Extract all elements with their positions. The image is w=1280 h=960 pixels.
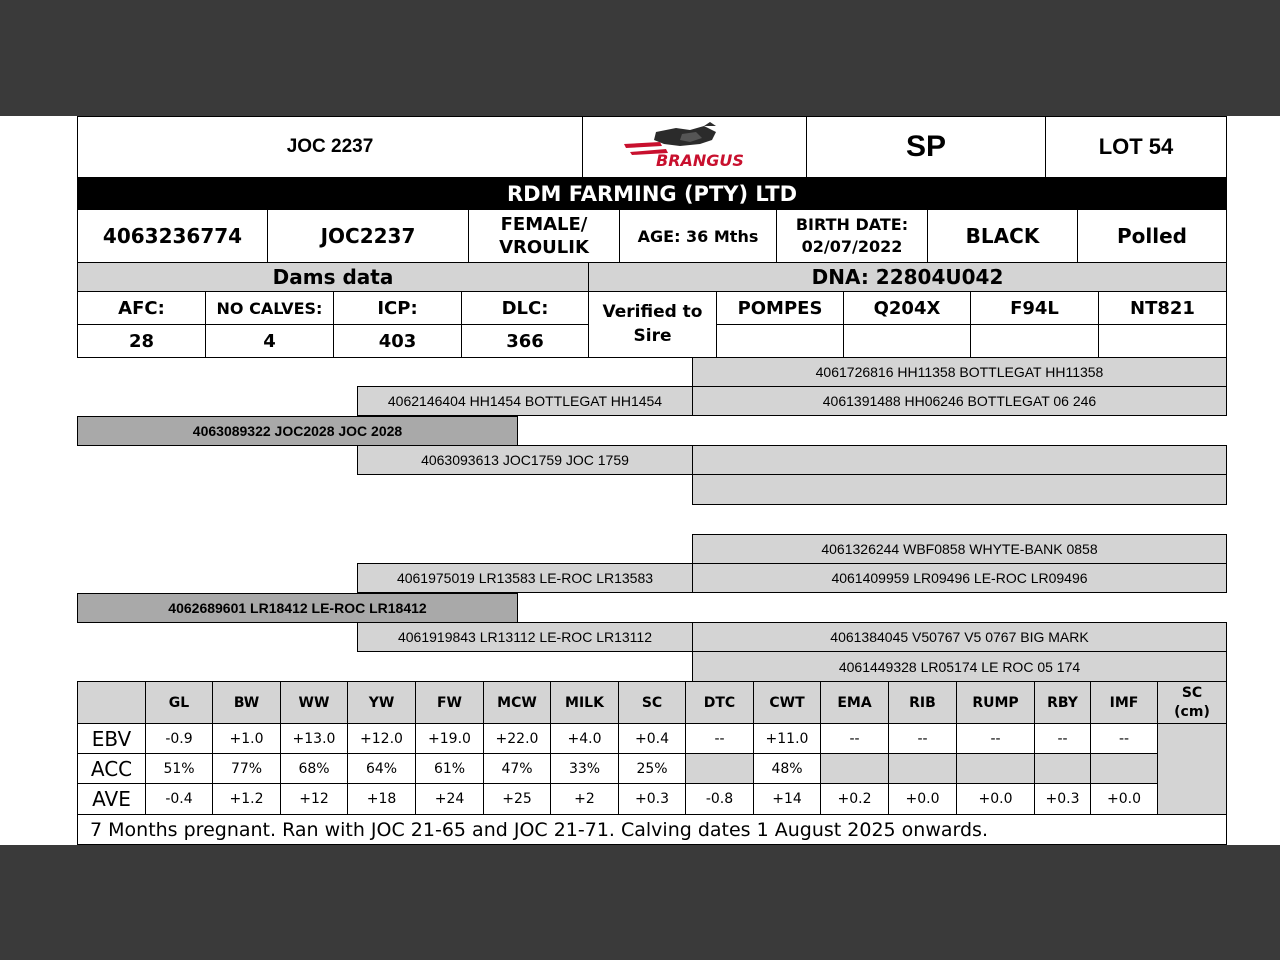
trait-value-ebv-yw: +12.0 bbox=[347, 723, 416, 754]
trait-value-ebv-rump: -- bbox=[956, 723, 1035, 754]
trait-header-ema: EMA bbox=[820, 681, 889, 724]
trait-value-ebv-rib: -- bbox=[888, 723, 957, 754]
pedigree-ddd: 4061449328 LR05174 LE ROC 05 174 bbox=[692, 651, 1227, 682]
trait-value-acc-dtc bbox=[685, 753, 754, 784]
trait-value-ebv-gl: -0.9 bbox=[145, 723, 213, 754]
trait-value-acc-bw: 77% bbox=[212, 753, 281, 784]
trait-value-ave-gl: -0.4 bbox=[145, 783, 213, 815]
marker-f94l-value bbox=[970, 324, 1099, 358]
trait-value-acc-rump bbox=[956, 753, 1035, 784]
pedigree-sds bbox=[692, 445, 1227, 475]
brand-text: BRANGUS bbox=[655, 151, 744, 170]
pedigree-dd: 4061919843 LR13112 LE-ROC LR13112 bbox=[357, 622, 693, 652]
marker-nt821-value bbox=[1098, 324, 1227, 358]
dams-title: Dams data bbox=[77, 262, 589, 292]
pedigree-dds: 4061384045 V50767 V5 0767 BIG MARK bbox=[692, 622, 1227, 652]
sex-cell bbox=[468, 209, 620, 263]
sc-cm-line2: (cm) bbox=[1174, 703, 1210, 720]
trait-value-ave-rib: +0.0 bbox=[888, 783, 957, 815]
pedigree-ss: 4062146404 HH1454 BOTTLEGAT HH1454 bbox=[357, 386, 693, 416]
sex-af: VROULIK bbox=[499, 237, 589, 258]
afc-value: 28 bbox=[77, 324, 206, 358]
trait-value-acc-cwt: 48% bbox=[753, 753, 821, 784]
marker-f94l: F94L bbox=[970, 291, 1099, 325]
verified-line2: Sire bbox=[633, 325, 672, 346]
dlc-value: 366 bbox=[461, 324, 589, 358]
trait-value-ave-ww: +12 bbox=[280, 783, 348, 815]
horn-status: Polled bbox=[1077, 209, 1227, 263]
sex-en: FEMALE/ bbox=[500, 213, 588, 235]
trait-value-acc-gl: 51% bbox=[145, 753, 213, 784]
comment-line: 7 Months pregnant. Ran with JOC 21-65 and JOC 21-71. Calving dates 1 August 2025 onwards. bbox=[77, 814, 1227, 845]
trait-row-label-acc: ACC bbox=[77, 753, 146, 784]
trait-header-yw: YW bbox=[347, 681, 416, 724]
trait-value-ebv-mcw: +22.0 bbox=[483, 723, 551, 754]
age-cell: AGE: 36 Mths bbox=[619, 209, 777, 263]
birth-label: BIRTH DATE: bbox=[795, 214, 909, 234]
trait-header-gl: GL bbox=[145, 681, 213, 724]
verified-cell bbox=[588, 291, 717, 358]
trait-value-acc-ww: 68% bbox=[280, 753, 348, 784]
icp-value: 403 bbox=[333, 324, 462, 358]
trait-value-ebv-fw: +19.0 bbox=[415, 723, 484, 754]
trait-value-ebv-bw: +1.0 bbox=[212, 723, 281, 754]
trait-value-ave-mcw: +25 bbox=[483, 783, 551, 815]
trait-value-acc-milk: 33% bbox=[550, 753, 619, 784]
trait-row-label-ave: AVE bbox=[77, 783, 146, 815]
trait-row-label-ebv: EBV bbox=[77, 723, 146, 754]
brangus-logo-icon bbox=[620, 122, 770, 172]
trait-value-ebv-dtc: -- bbox=[685, 723, 754, 754]
traits-corner bbox=[77, 681, 146, 724]
dna-title: DNA: 22804U042 bbox=[588, 262, 1227, 292]
trait-value-acc-imf bbox=[1090, 753, 1158, 784]
marker-nt821: NT821 bbox=[1098, 291, 1227, 325]
trait-value-acc-fw: 61% bbox=[415, 753, 484, 784]
trait-value-ave-rby: +0.3 bbox=[1034, 783, 1091, 815]
trait-sc-cm-values bbox=[1157, 723, 1227, 815]
afc-header: AFC: bbox=[77, 291, 206, 325]
animal-id: 4063236774 bbox=[77, 209, 268, 263]
trait-header-rib: RIB bbox=[888, 681, 957, 724]
marker-q204x: Q204X bbox=[843, 291, 971, 325]
calves-value: 4 bbox=[205, 324, 334, 358]
trait-header-fw: FW bbox=[415, 681, 484, 724]
dlc-header: DLC: bbox=[461, 291, 589, 325]
sp-label: SP bbox=[806, 116, 1046, 178]
trait-header-cwt: CWT bbox=[753, 681, 821, 724]
trait-value-ebv-ww: +13.0 bbox=[280, 723, 348, 754]
trait-value-acc-sc: 25% bbox=[618, 753, 686, 784]
trait-value-ave-imf: +0.0 bbox=[1090, 783, 1158, 815]
trait-value-ebv-imf: -- bbox=[1090, 723, 1158, 754]
trait-value-ebv-cwt: +11.0 bbox=[753, 723, 821, 754]
calves-header: NO CALVES: bbox=[205, 291, 334, 325]
trait-value-ebv-rby: -- bbox=[1034, 723, 1091, 754]
trait-value-acc-rby bbox=[1034, 753, 1091, 784]
pedigree-ds: 4061975019 LR13583 LE-ROC LR13583 bbox=[357, 563, 693, 593]
trait-value-ave-milk: +2 bbox=[550, 783, 619, 815]
marker-q204x-value bbox=[843, 324, 971, 358]
coat-color: BLACK bbox=[927, 209, 1078, 263]
pedigree-sire: 4063089322 JOC2028 JOC 2028 bbox=[77, 416, 518, 446]
verified-line1: Verified to bbox=[602, 301, 703, 322]
icp-header: ICP: bbox=[333, 291, 462, 325]
pedigree-sd: 4063093613 JOC1759 JOC 1759 bbox=[357, 445, 693, 475]
trait-header-dtc: DTC bbox=[685, 681, 754, 724]
brand-logo bbox=[582, 116, 807, 178]
trait-value-ebv-ema: -- bbox=[820, 723, 889, 754]
trait-value-acc-yw: 64% bbox=[347, 753, 416, 784]
owner-bar: RDM FARMING (PTY) LTD bbox=[77, 177, 1227, 210]
animal-name: JOC 2237 bbox=[77, 116, 583, 178]
trait-value-ave-fw: +24 bbox=[415, 783, 484, 815]
pedigree-sdd bbox=[692, 474, 1227, 505]
pedigree-dam: 4062689601 LR18412 LE-ROC LR18412 bbox=[77, 593, 518, 623]
trait-header-ww: WW bbox=[280, 681, 348, 724]
trait-header-sc: SC bbox=[618, 681, 686, 724]
trait-value-ave-dtc: -0.8 bbox=[685, 783, 754, 815]
trait-header-rby: RBY bbox=[1034, 681, 1091, 724]
birth-cell bbox=[776, 209, 928, 263]
trait-header-milk: MILK bbox=[550, 681, 619, 724]
trait-header-bw: BW bbox=[212, 681, 281, 724]
catalogue-sheet bbox=[0, 116, 1280, 845]
trait-value-ave-bw: +1.2 bbox=[212, 783, 281, 815]
pedigree-dsd: 4061409959 LR09496 LE-ROC LR09496 bbox=[692, 563, 1227, 593]
animal-code: JOC2237 bbox=[267, 209, 469, 263]
sc-cm-line1: SC bbox=[1181, 685, 1203, 702]
trait-value-ave-cwt: +14 bbox=[753, 783, 821, 815]
trait-value-acc-rib bbox=[888, 753, 957, 784]
trait-value-ave-rump: +0.0 bbox=[956, 783, 1035, 815]
trait-header-mcw: MCW bbox=[483, 681, 551, 724]
trait-value-ebv-milk: +4.0 bbox=[550, 723, 619, 754]
trait-value-acc-ema bbox=[820, 753, 889, 784]
trait-header-sc-cm bbox=[1157, 681, 1227, 724]
trait-value-ave-sc: +0.3 bbox=[618, 783, 686, 815]
trait-value-ave-ema: +0.2 bbox=[820, 783, 889, 815]
trait-value-acc-mcw: 47% bbox=[483, 753, 551, 784]
lot-number: LOT 54 bbox=[1045, 116, 1227, 178]
trait-value-ebv-sc: +0.4 bbox=[618, 723, 686, 754]
pedigree-ssd: 4061391488 HH06246 BOTTLEGAT 06 246 bbox=[692, 386, 1227, 416]
trait-header-imf: IMF bbox=[1090, 681, 1158, 724]
pedigree-sss: 4061726816 HH11358 BOTTLEGAT HH11358 bbox=[692, 357, 1227, 387]
marker-pompes-value bbox=[716, 324, 844, 358]
trait-value-ave-yw: +18 bbox=[347, 783, 416, 815]
pedigree-dss: 4061326244 WBF0858 WHYTE-BANK 0858 bbox=[692, 534, 1227, 564]
birth-date: 02/07/2022 bbox=[801, 237, 903, 256]
trait-header-rump: RUMP bbox=[956, 681, 1035, 724]
marker-pompes: POMPES bbox=[716, 291, 844, 325]
